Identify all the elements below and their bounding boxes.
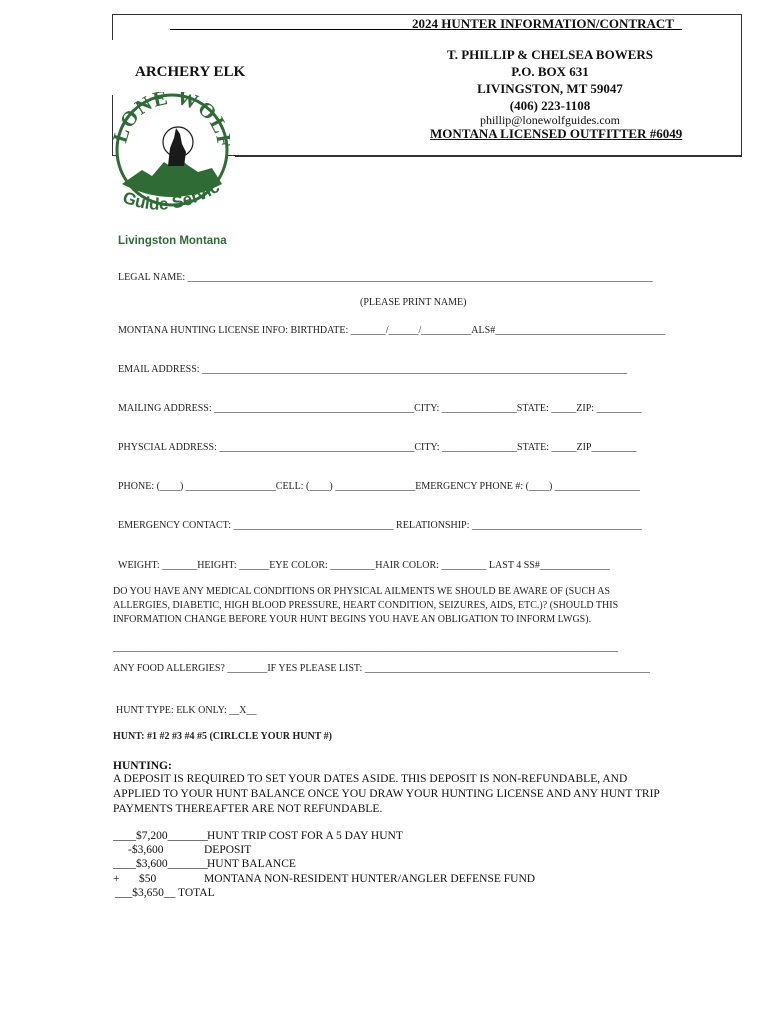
po-box: P.O. BOX 631 [511, 64, 589, 79]
balance-amount: ____$3,600_______ [113, 858, 208, 870]
physical-address-field[interactable]: PHYSCIAL ADDRESS: _______________________________________CITY: _______________STATE: _____ZIP_________ [118, 442, 637, 453]
medical-question: DO YOU HAVE ANY MEDICAL CONDITIONS OR PHYSICAL AILMENTS WE SHOULD BE AWARE OF (SUCH AS ALLERGIES, DIABETIC, HIGH BLOOD PRESSURE, HEART CONDITION, SEIZURES, AIDS, ETC.)? (SHOULD THIS INFORMATION CHANGE BEFORE YOUR HUNT BEGINS YOU HAVE AN OBLIGATION TO INFORM LWGS). [113, 586, 619, 625]
hunt-type-field[interactable]: HUNT TYPE: ELK ONLY: __X__ [116, 705, 257, 716]
emergency-contact-field[interactable]: EMERGENCY CONTACT: ________________________________ RELATIONSHIP: __________________________________ [118, 520, 642, 531]
fund-amount: $50 [139, 873, 157, 885]
deposit-label: DEPOSIT [204, 844, 252, 856]
logo-text-middle: Guide Servic [120, 177, 223, 214]
plus-sign: + [113, 873, 120, 885]
phone-number: (406) 223-1108 [509, 98, 591, 113]
hunting-heading: HUNTING: [113, 760, 172, 772]
hunt-type-label: ARCHERY ELK [135, 64, 246, 80]
fund-label: MONTANA NON-RESIDENT HUNTER/ANGLER DEFENSE FUND [204, 873, 536, 885]
food-allergies-field[interactable]: ANY FOOD ALLERGIES? ________IF YES PLEASE LIST: _________________________________________________________ [113, 663, 650, 674]
print-name-hint: (PLEASE PRINT NAME) [360, 297, 467, 308]
deposit-amount: -$3,600 [128, 844, 164, 856]
email-field[interactable]: EMAIL ADDRESS: _____________________________________________________________________________________ [118, 364, 628, 375]
phone-field[interactable]: PHONE: (____) __________________CELL: (____) ________________EMERGENCY PHONE #: (____) _________________ [118, 481, 640, 492]
email-address: phillip@lonewolfguides.com [479, 113, 621, 127]
legal-name-field[interactable]: LEGAL NAME: _____________________________________________________________________________________________ [118, 272, 653, 283]
balance-label: HUNT BALANCE [207, 858, 296, 870]
logo-text-bottom: Livingston Montana [118, 235, 227, 247]
total-amount: ___$3,650__ TOTAL [115, 887, 215, 899]
city-state-zip: LIVINGSTON, MT 59047 [477, 81, 623, 96]
medical-answer-line[interactable]: _____________________________________________________________________________________________________ [113, 642, 618, 653]
mailing-address-field[interactable]: MAILING ADDRESS: ________________________________________CITY: _______________STATE: _____ZIP: _________ [118, 403, 642, 414]
physical-description-field[interactable]: WEIGHT: _______HEIGHT: ______EYE COLOR: _________HAIR COLOR: _________ LAST 4 SS#______________ [118, 560, 610, 571]
cost-label: HUNT TRIP COST FOR A 5 DAY HUNT [207, 830, 403, 842]
license-underline [235, 156, 742, 157]
deposit-policy: A DEPOSIT IS REQUIRED TO SET YOUR DATES ASIDE. THIS DEPOSIT IS NON-REFUNDABLE, AND APPLIED TO YOUR HUNT BALANCE ONCE YOU DRAW YOUR HUNTING LICENSE AND ANY HUNT TRIP PAYMENTS THEREAFTER ARE NOT REFUNDABLE. [113, 773, 660, 815]
hunt-number-select[interactable]: HUNT: #1 #2 #3 #4 #5 (CIRLCLE YOUR HUNT #) [113, 731, 332, 742]
license-info-field[interactable]: MONTANA HUNTING LICENSE INFO: BIRTHDATE: _______/______/__________ALS#__________________________________ [118, 325, 666, 336]
form-title: 2024 HUNTER INFORMATION/CONTRACT [412, 16, 674, 31]
cost-amount: ____$7,200_______ [113, 830, 208, 842]
outfitter-license: MONTANA LICENSED OUTFITTER #6049 [430, 126, 683, 141]
owner-names: T. PHILLIP & CHELSEA BOWERS [446, 47, 653, 62]
logo-text-top: ONE WO [114, 92, 223, 133]
lone-wolf-logo [112, 92, 230, 250]
